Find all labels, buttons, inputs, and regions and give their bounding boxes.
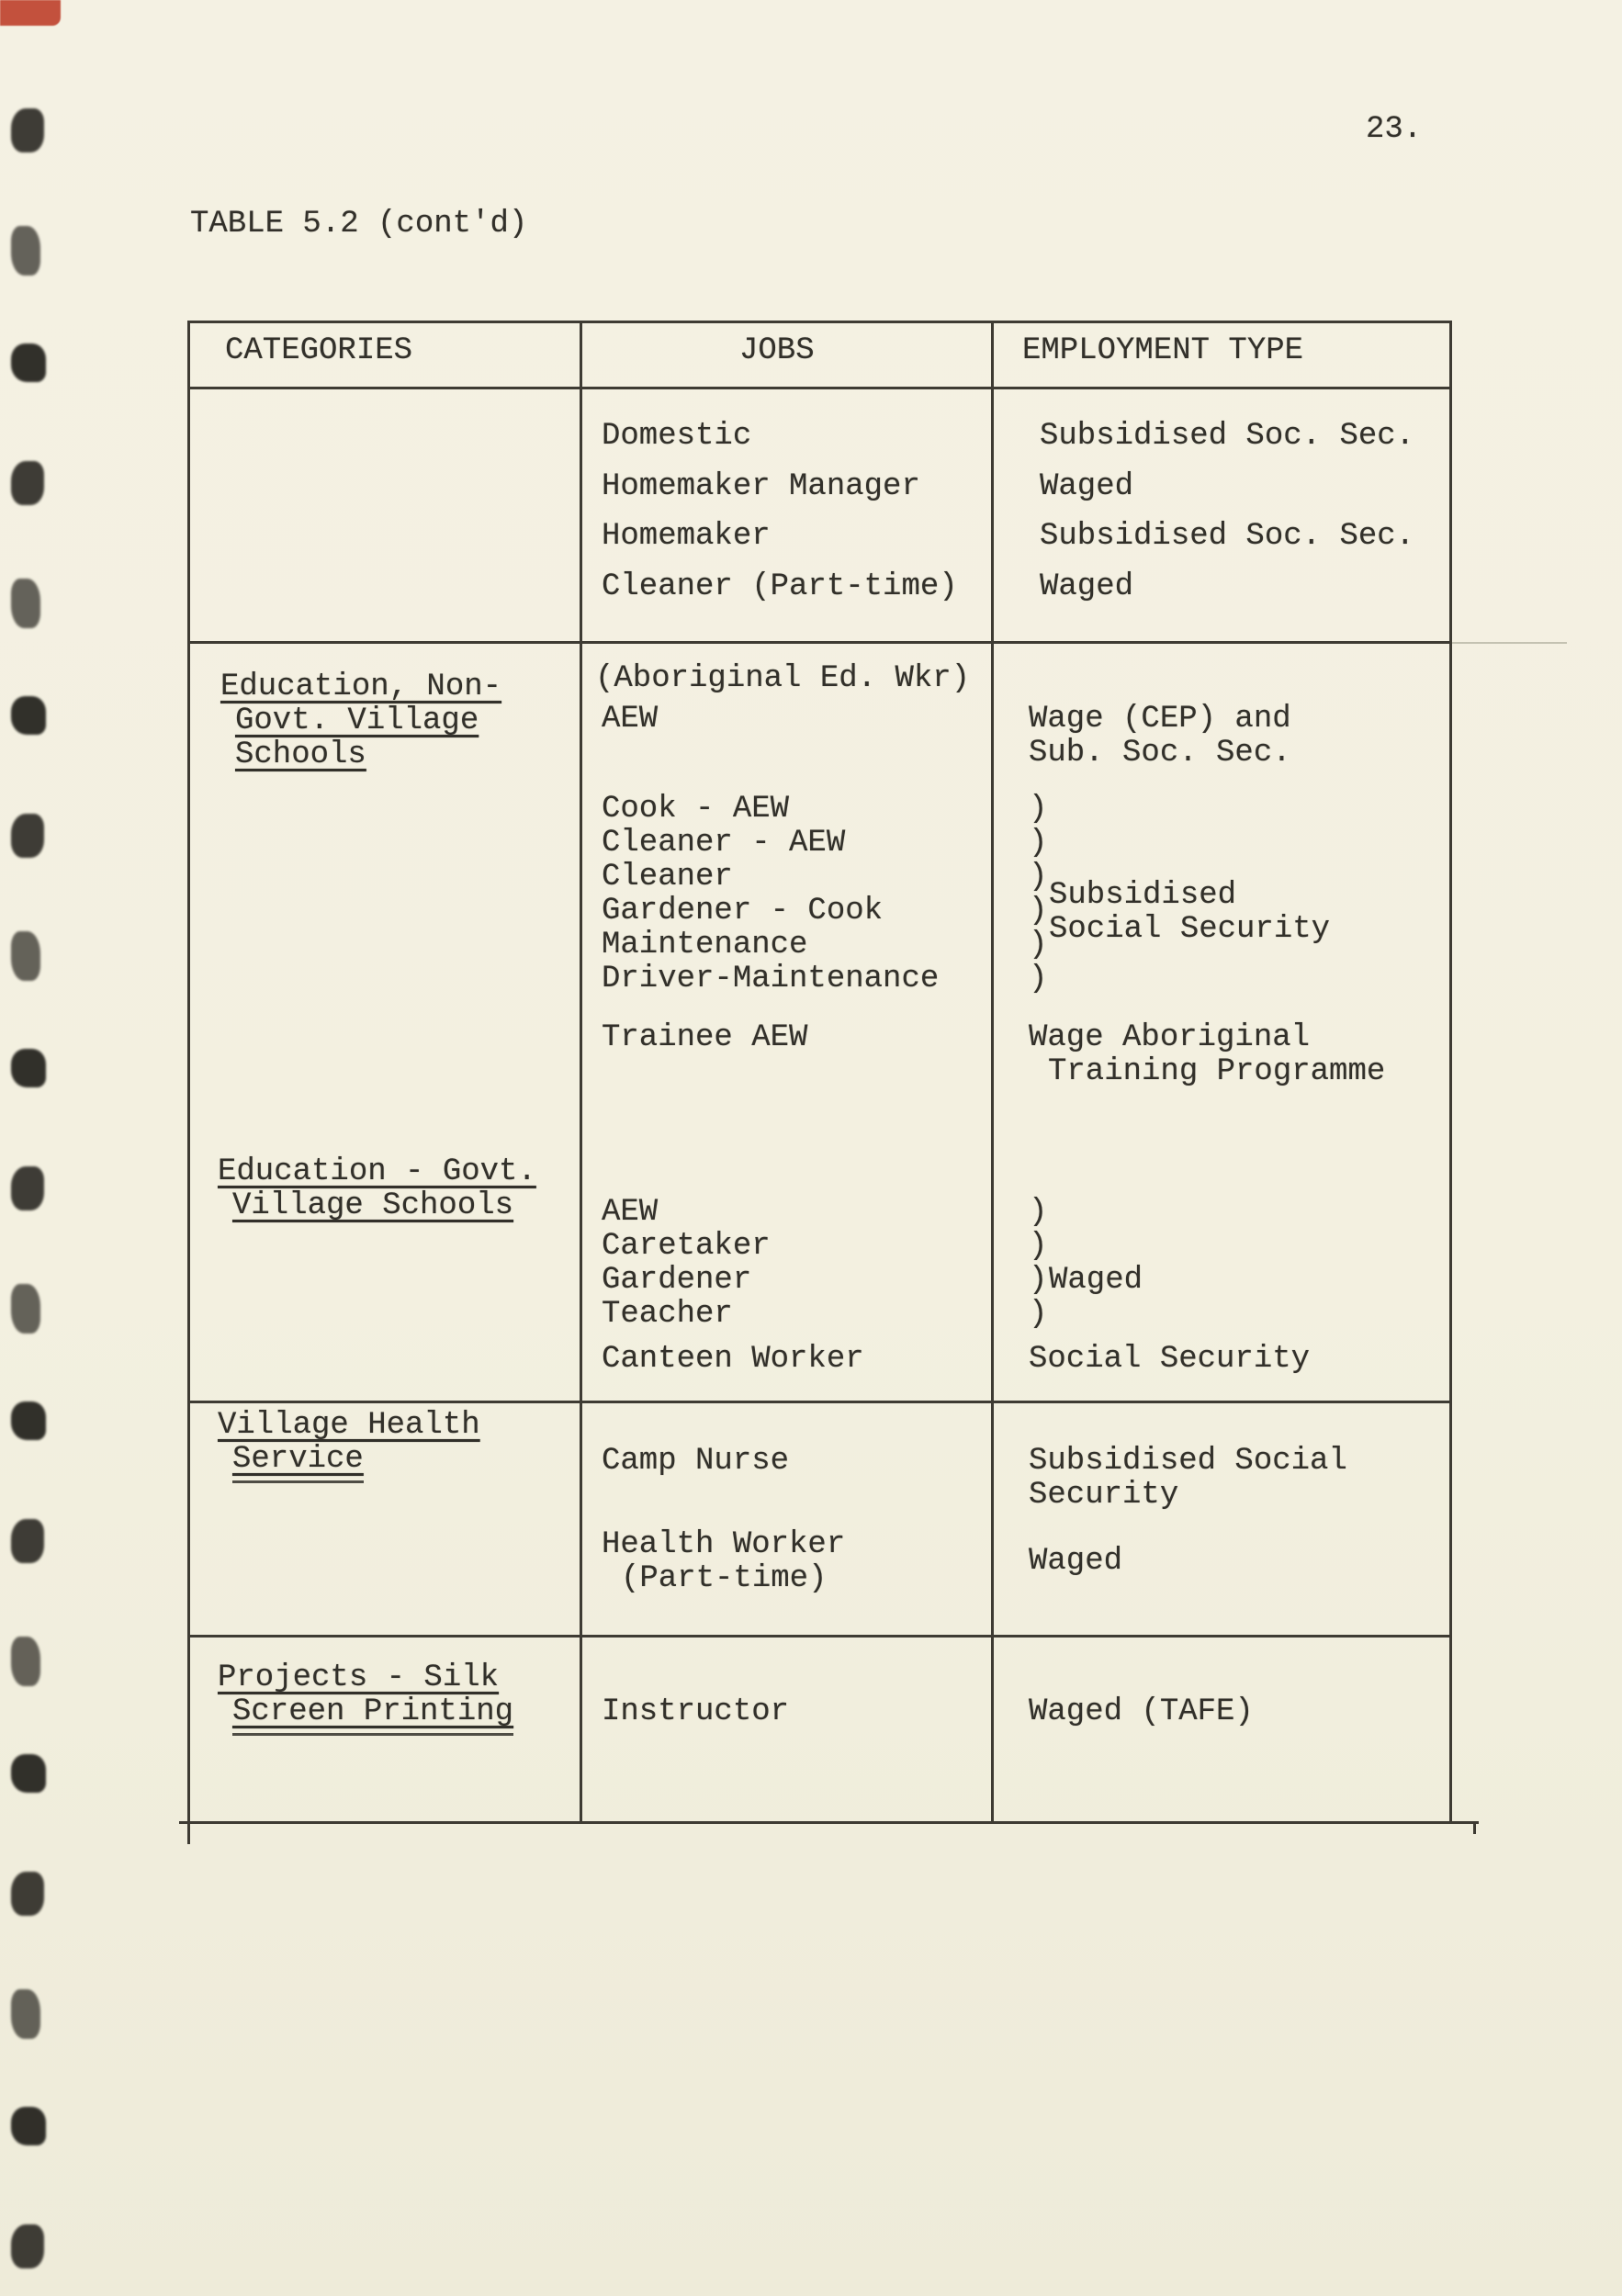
category-line: Screen Printing [232,1694,513,1736]
job-line: Teacher [602,1297,733,1332]
red-edge-mark [0,0,61,26]
job-line: Gardener [602,1263,752,1298]
page-number: 23. [1366,112,1423,147]
employment-line: Social Security [1029,1342,1311,1377]
bracket-mark: ) [1029,792,1048,827]
binding-mark [11,108,44,152]
binding-mark [11,1637,40,1686]
table-border-header [187,387,1452,389]
binding-mark [11,1284,40,1334]
binding-mark [11,1754,46,1793]
job-line: Cleaner [602,860,733,895]
employment-line: Waged (TAFE) [1029,1694,1254,1729]
employment-line: Waged [1040,469,1134,504]
job-line: Maintenance [602,928,808,962]
binding-mark [11,2224,44,2268]
employment-group-label: Social Security [1049,912,1331,947]
job-line: Caretaker [602,1229,771,1264]
binding-mark [11,461,44,505]
job-line: Cleaner (Part-time) [602,569,958,604]
table-border-row2 [187,1401,1452,1403]
binding-mark [11,1519,44,1563]
table-title: TABLE 5.2 (cont'd) [190,207,528,242]
category-line: Village Health [218,1408,480,1443]
category-line: Projects - Silk [218,1660,500,1695]
employment-line: Wage (CEP) and [1029,702,1291,737]
table-border-top [187,321,1452,323]
bracket-mark: ) [1029,860,1048,895]
employment-line: Subsidised Soc. Sec. [1040,419,1415,454]
employment-group-label: Subsidised [1049,878,1237,913]
binding-mark [11,1166,44,1210]
col-header-employment-type: EMPLOYMENT TYPE [1022,333,1304,368]
job-line: AEW [602,1195,659,1230]
job-note: (Aboriginal Ed. Wkr) [595,661,971,696]
col-header-categories: CATEGORIES [225,333,413,368]
col-header-jobs: JOBS [739,333,815,368]
table-border-right [1449,321,1452,1824]
table-border-row1 [187,641,1452,644]
bracket-mark: ) [1029,894,1048,929]
bracket-mark: ) [1029,962,1048,996]
employment-line: Sub. Soc. Sec. [1029,736,1291,771]
bracket-mark: ) [1029,1229,1048,1264]
table-border-tick [1473,1821,1476,1834]
binding-mark [11,226,40,276]
binding-mark [11,696,46,735]
employment-line: Subsidised Social [1029,1444,1347,1479]
job-line: Driver-Maintenance [602,962,940,996]
bracket-mark: ) [1029,928,1048,962]
table-divider-col1 [580,321,582,1824]
employment-line: Security [1029,1478,1179,1513]
employment-group-label: Waged [1049,1263,1143,1298]
job-line: Homemaker Manager [602,469,920,504]
category-line: Service [232,1441,364,1483]
job-line: Homemaker [602,519,771,554]
category-line: Schools [235,737,366,772]
job-line: Health Worker [602,1527,846,1562]
employment-line: Wage Aboriginal [1029,1020,1311,1055]
table-divider-col2 [991,321,994,1824]
table-border-row3 [187,1635,1452,1638]
category-line: Education - Govt. [218,1154,536,1189]
category-line: Govt. Village [235,703,479,738]
bracket-mark: ) [1029,1195,1048,1230]
bracket-mark: ) [1029,1297,1048,1332]
category-line: Village Schools [232,1188,514,1223]
job-line: Canteen Worker [602,1342,864,1377]
binding-mark [11,1401,46,1440]
job-line: Gardener - Cook [602,894,884,929]
job-line: Camp Nurse [602,1444,790,1479]
job-line: AEW [602,702,659,737]
binding-mark [11,814,44,858]
table-border-left [187,321,190,1844]
employment-line: Waged [1040,569,1134,604]
binding-mark [11,1989,40,2039]
job-line: Instructor [602,1694,790,1729]
employment-line: Subsidised Soc. Sec. [1040,519,1415,554]
scan-streak [1452,642,1567,644]
bracket-mark: ) [1029,826,1048,861]
job-line: Cleaner - AEW [602,826,846,861]
binding-mark [11,931,40,981]
binding-mark [11,343,46,382]
job-line: (Part-time) [621,1561,828,1596]
job-line: Trainee AEW [602,1020,808,1055]
job-line: Cook - AEW [602,792,790,827]
table-border-bottom [179,1821,1479,1824]
bracket-mark: ) [1029,1263,1048,1298]
binding-mark [11,2107,46,2145]
category-line: Education, Non- [220,670,502,704]
binding-mark [11,579,40,628]
job-line: Domestic [602,419,752,454]
binding-mark [11,1049,46,1087]
employment-line: Waged [1029,1544,1123,1579]
employment-line: Training Programme [1048,1054,1386,1089]
binding-mark [11,1872,44,1916]
